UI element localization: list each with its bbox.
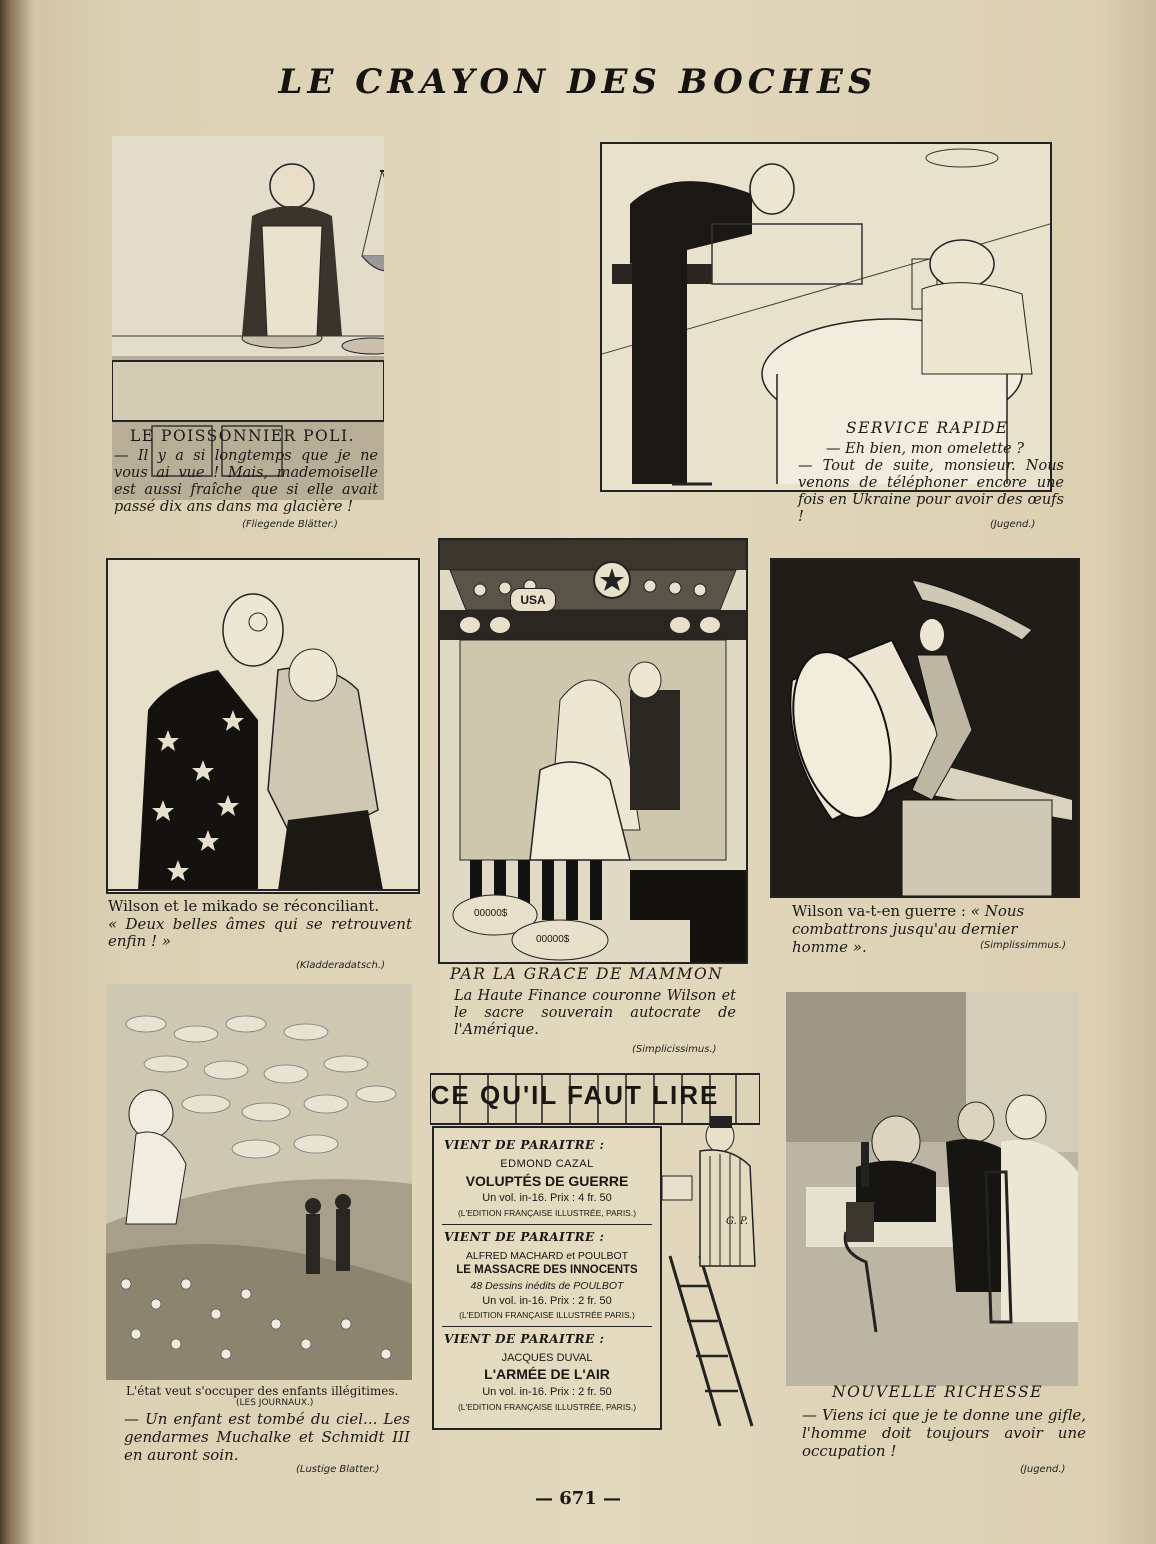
advert-reader-illustration (660, 1096, 760, 1436)
advert-book-2-extra: 48 Dessins inédits de POULBOT (470, 1280, 624, 1292)
ladder-reader-drawing (660, 1096, 760, 1436)
advert-book-2-head: VIENT DE PARAITRE : (444, 1230, 605, 1244)
poissonnier-source: (Fliegende Blätter.) (242, 519, 338, 530)
advert-book-3-head: VIENT DE PARAITRE : (444, 1332, 605, 1346)
cartoon-service-image (600, 142, 1052, 492)
cartoon-mammon-image (438, 538, 748, 964)
advert-book-1-author: EDMOND CAZAL (500, 1158, 594, 1170)
mammon-bag-2-label: 00000$ (536, 934, 570, 945)
richesse-heading: NOUVELLE RICHESSE (832, 1383, 1043, 1401)
advert-book-2-publisher: (L'EDITION FRANÇAISE ILLUSTRÉE PARIS.) (459, 1310, 635, 1320)
mammon-caption: La Haute Finance couronne Wilson et le sacre souverain autocrate de l'Amérique. (454, 988, 736, 1038)
mikado-caption-main: Wilson et le mikado se réconciliant. (108, 897, 380, 915)
enfant-small-caption: L'état veut s'occuper des enfants illégitimes. (126, 1384, 399, 1398)
mammon-source: (Simplicissimus.) (632, 1044, 717, 1055)
page-number: — 671 — (534, 1488, 622, 1509)
richesse-illustration (786, 992, 1078, 1386)
poissonnier-caption: — Il y a si longtemps que je ne vous ai vue ! Mais, mademoiselle est aussi fraîche que si elle avait passé dix ans dans ma glacière ! (114, 448, 378, 515)
poissonnier-illustration (112, 136, 384, 500)
poissonnier-heading: LE POISSONNIER POLI. (130, 427, 356, 445)
mammon-heading: PAR LA GRACE DE MAMMON (450, 965, 724, 983)
enfant-source: (Lustige Blatter.) (296, 1464, 380, 1475)
advert-book-2-title: LE MASSACRE DES INNOCENTS (456, 1264, 638, 1276)
advert-signature: G. P. (726, 1216, 748, 1227)
advert-book-1-price: Un vol. in-16. Prix : 4 fr. 50 (482, 1192, 612, 1204)
advert-banner-text: CE QU'IL FAUT LIRE (430, 1080, 720, 1110)
richesse-source: (Jugend.) (1020, 1464, 1066, 1475)
page-title: LE CRAYON DES BOCHES (278, 62, 878, 102)
advert-book-2-price: Un vol. in-16. Prix : 2 fr. 50 (482, 1295, 612, 1307)
service-line2: — Tout de suite, monsieur. Nous venons de téléphoner encore une fois en Ukraine pour avoir des œufs ! (798, 458, 1064, 525)
service-source: (Jugend.) (990, 519, 1036, 530)
cartoon-guerre-image (770, 558, 1080, 898)
enfant-caption: — Un enfant est tombé du ciel... Les gendarmes Muchalke et Schmidt III en auront soin. (124, 1410, 410, 1464)
enfant-small-source: (LES JOURNAUX.) (236, 1398, 314, 1408)
advert-book-2-author: ALFRED MACHARD et POULBOT (465, 1250, 629, 1262)
richesse-caption: — Viens ici que je te donne une gifle, l'homme doit toujours avoir une occupation ! (802, 1406, 1086, 1460)
enfant-illustration (106, 984, 412, 1380)
advert-book-3-publisher: (L'EDITION FRANÇAISE ILLUSTRÉE, PARIS.) (457, 1402, 637, 1412)
cartoon-richesse-image (786, 992, 1078, 1386)
advert-book-1-publisher: (L'EDITION FRANÇAISE ILLUSTRÉE, PARIS.) (457, 1208, 637, 1218)
guerre-caption-quote: « Nous combattrons jusqu'au dernier homme ». (792, 902, 1025, 956)
service-heading: SERVICE RAPIDE (846, 419, 1009, 437)
guerre-caption-main-text: Wilson va-t-en guerre : (792, 902, 966, 920)
mikado-illustration (108, 560, 418, 892)
mikado-source: (Kladderadatsch.) (296, 960, 385, 971)
mammon-bag-1-label: 00000$ (474, 908, 508, 919)
guerre-source: (Simplissimmus.) (980, 940, 1066, 951)
guerre-illustration (772, 560, 1078, 896)
advert-separator (442, 1326, 652, 1327)
advert-book-1-head: VIENT DE PARAITRE : (444, 1138, 605, 1152)
advert-separator (442, 1224, 652, 1225)
service-illustration (602, 144, 1050, 490)
advert-book-3-title: L'ARMÉE DE L'AIR (484, 1366, 610, 1382)
mikado-caption-quote: « Deux belles âmes qui se retrouvent enfin ! » (108, 915, 412, 950)
advert-box (432, 1126, 662, 1430)
cartoon-enfant-image (106, 984, 412, 1380)
service-line1: — Eh bien, mon omelette ? (826, 441, 1025, 457)
cartoon-poissonnier-image (112, 136, 384, 500)
mammon-banner: USA (510, 588, 556, 612)
advert-book-1-title: VOLUPTÉS DE GUERRE (465, 1173, 629, 1189)
cartoon-mikado-image (106, 558, 420, 894)
advert-book-3-price: Un vol. in-16. Prix : 2 fr. 50 (482, 1386, 612, 1398)
advert-book-3-author: JACQUES DUVAL (501, 1352, 593, 1364)
mammon-illustration (440, 540, 746, 962)
